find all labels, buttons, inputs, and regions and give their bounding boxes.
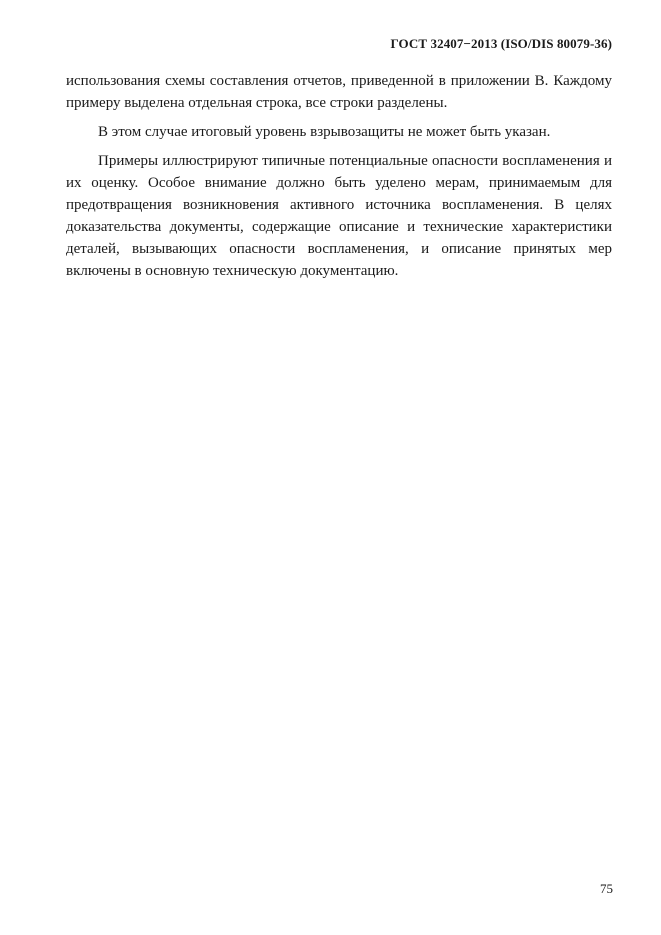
paragraph: В этом случае итоговый уровень взрывозащиты не может быть указан. xyxy=(98,124,551,140)
document-header: ГОСТ 32407−2013 (ISO/DIS 80079-36) xyxy=(390,36,612,51)
paragraph: Примеры иллюстрируют типичные потенциальные опасности воспламенения и их оценку. Особое внимание должно быть уделено мерам, принимаемым для предотвращения возникновения активного источника воспламенения. В целях доказательства документы, содержащие описание и технические характеристики деталей, вызывающих опасности воспламенения, и описание принятых мер включены в основную техническую документацию. xyxy=(66,153,612,279)
page-number: 75 xyxy=(600,881,613,896)
paragraph-continuation: использования схемы составления отчетов, приведенной в приложении В. Каждому примеру выделена отдельная строка, все строки разделены. xyxy=(66,73,612,111)
document-body xyxy=(66,70,612,282)
